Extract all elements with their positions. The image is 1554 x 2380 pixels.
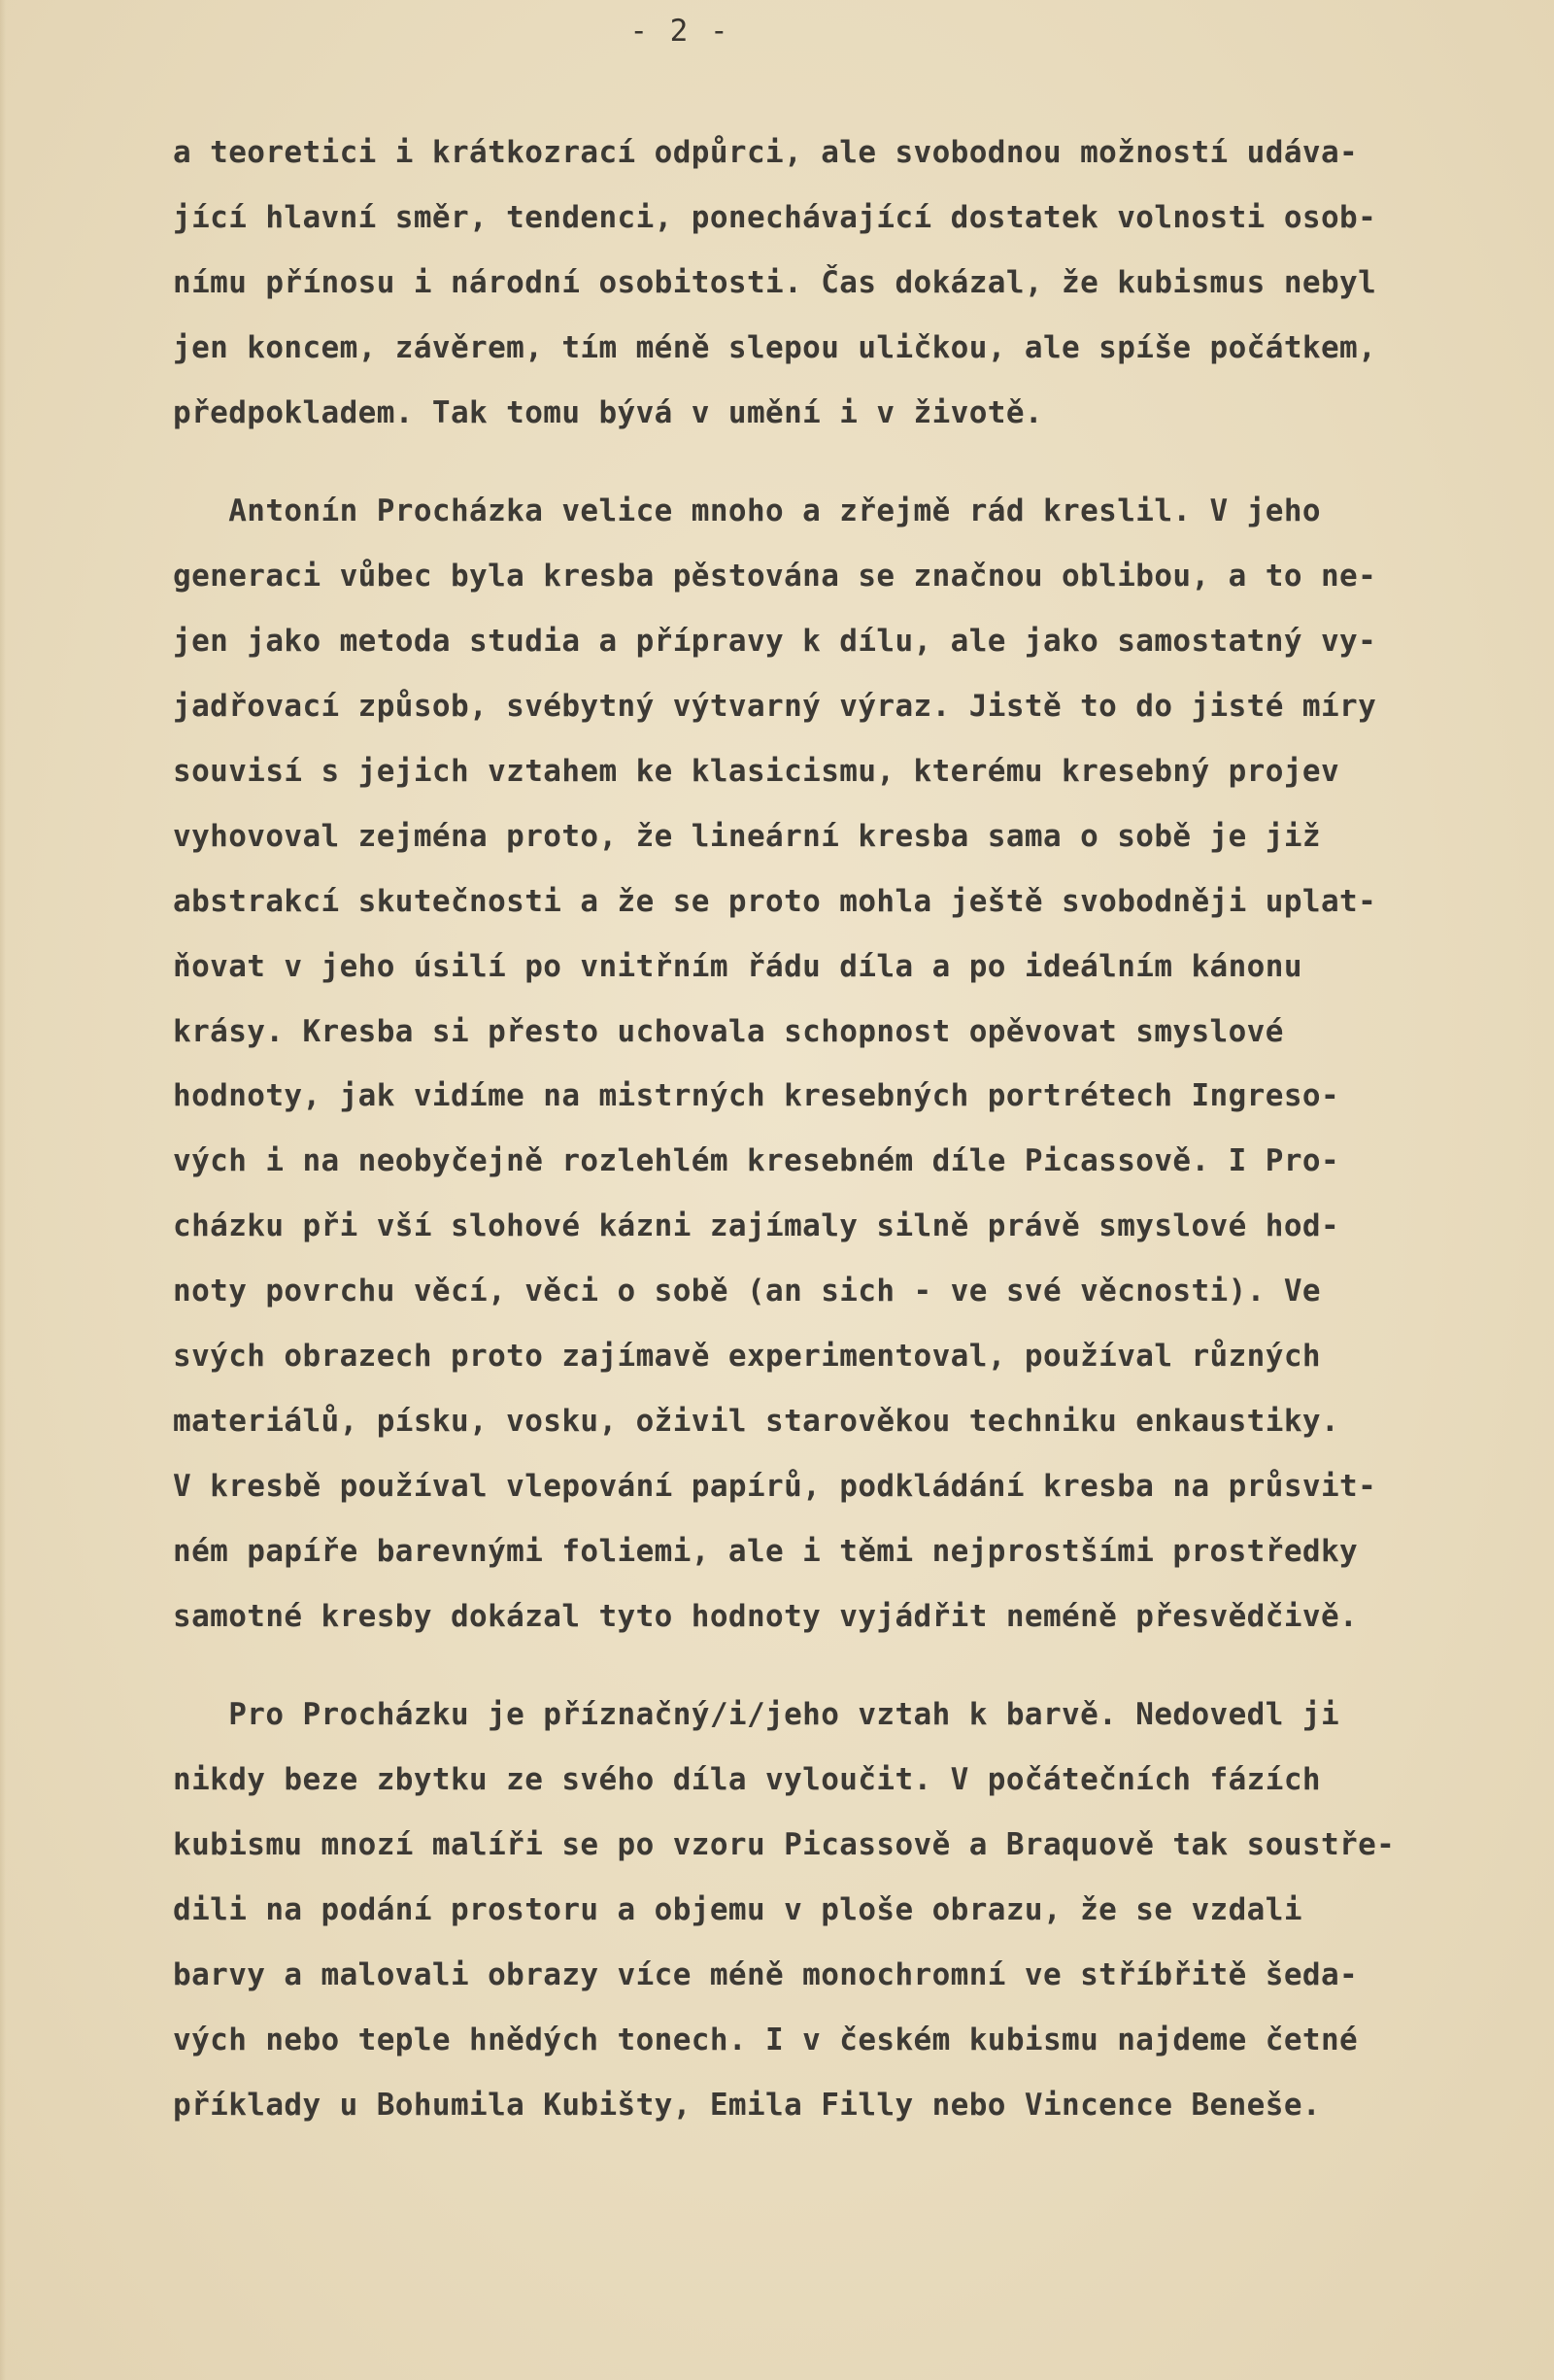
text-line: a teoretici i krátkozrací odpůrci, ale svobodnou možností udáva- xyxy=(173,135,1359,170)
paper-edge xyxy=(0,0,6,2380)
text-line: noty povrchu věcí, věci o sobě (an sich - ve své věcnosti). Ve xyxy=(173,1274,1321,1309)
text-line: dili na podání prostoru a objemu v ploše obrazu, že se vzdali xyxy=(173,1892,1302,1928)
paragraph-3 xyxy=(173,1683,1542,2137)
text-line: V kresbě používal vlepování papírů, podkládání kresba na průsvit- xyxy=(173,1468,1377,1504)
text-line: abstrakcí skutečnosti a že se proto mohla ještě svobodněji uplat- xyxy=(173,883,1377,919)
text-line: souvisí s jejich vztahem ke klasicismu, kterému kresebný projev xyxy=(173,754,1340,790)
text-line: nikdy beze zbytku ze svého díla vyloučit. V počátečních fázích xyxy=(173,1762,1321,1798)
text-line: generaci vůbec byla kresba pěstována se značnou oblibou, a to ne- xyxy=(173,559,1377,595)
text-line: nímu přínosu i národní osobitosti. Čas dokázal, že kubismus nebyl xyxy=(173,264,1377,300)
page-number: - 2 - xyxy=(629,14,730,49)
text-line: kubismu mnozí malíři se po vzoru Picassově a Braquově tak soustře- xyxy=(173,1827,1396,1863)
text-line: samotné kresby dokázal tyto hodnoty vyjádřit neméně přesvědčivě. xyxy=(173,1598,1359,1634)
text-line: vých nebo teple hnědých tonech. I v českém kubismu najdeme četné xyxy=(173,2022,1359,2057)
text-line: svých obrazech proto zajímavě experimentoval, používal různých xyxy=(173,1339,1321,1375)
text-line: hodnoty, jak vidíme na mistrných kresebných portrétech Ingreso- xyxy=(173,1078,1340,1114)
text-line: barvy a malovali obrazy více méně monochromní ve stříbřitě šeda- xyxy=(173,1957,1359,1993)
text-line: ném papíře barevnými foliemi, ale i těmi nejprostšími prostředky xyxy=(173,1533,1359,1569)
text-line: jadřovací způsob, svébytný výtvarný výraz. Jistě to do jisté míry xyxy=(173,689,1377,725)
text-line: příklady u Bohumila Kubišty, Emila Filly nebo Vincence Beneše. xyxy=(173,2087,1321,2123)
text-line: jen jako metoda studia a přípravy k dílu, ale jako samostatný vy- xyxy=(173,624,1377,660)
text-line: jící hlavní směr, tendenci, ponechávající dostatek volnosti osob- xyxy=(173,199,1377,235)
text-line: ňovat v jeho úsilí po vnitřním řádu díla a po ideálním kánonu xyxy=(173,948,1302,984)
text-line: cházku při vší slohové kázni zajímaly silně právě smyslové hod- xyxy=(173,1208,1340,1244)
body-text xyxy=(173,120,1542,2138)
text-line: vyhovoval zejména proto, že lineární kresba sama o sobě je již xyxy=(173,818,1321,854)
text-line: Antonín Procházka velice mnoho a zřejmě rád kreslil. V jeho xyxy=(173,493,1321,529)
text-line: jen koncem, závěrem, tím méně slepou uličkou, ale spíše počátkem, xyxy=(173,329,1377,365)
text-line: krásy. Kresba si přesto uchovala schopnost opěvovat smyslové xyxy=(173,1013,1284,1049)
text-line: vých i na neobyčejně rozlehlém kresebném díle Picassově. I Pro- xyxy=(173,1143,1340,1179)
paragraph-2 xyxy=(173,479,1542,1649)
text-line: Pro Procházku je příznačný/i/jeho vztah k barvě. Nedovedl ji xyxy=(173,1697,1340,1733)
text-line: předpokladem. Tak tomu bývá v umění i v životě. xyxy=(173,394,1043,430)
text-line: materiálů, písku, vosku, oživil starověkou techniku enkaustiky. xyxy=(173,1403,1340,1439)
paragraph-1 xyxy=(173,120,1542,445)
